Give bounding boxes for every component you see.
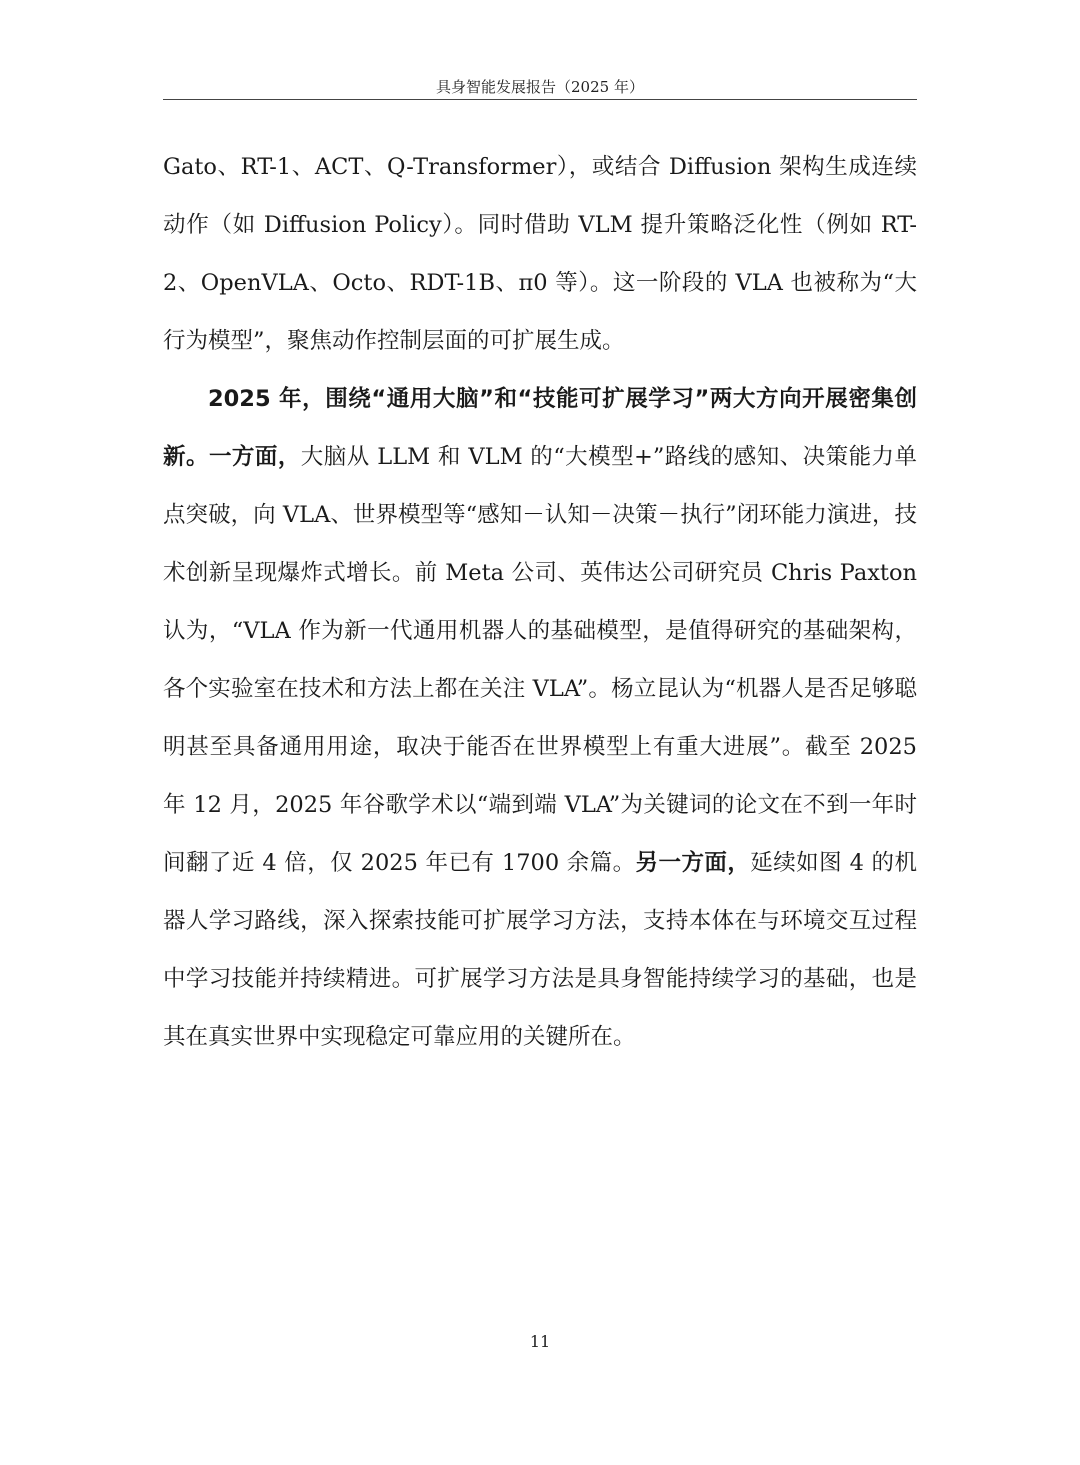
paragraph-1: Gato、RT-1、ACT、Q-Transformer），或结合 Diffusion 架构生成连续动作（如 Diffusion Policy）。同时借助 VLM 提升策略泛化性（例如 RT-2、OpenVLA、Octo、RDT-1B、π0 等）。这一阶段的 VLA 也被称为“大行为模型”，聚焦动作控制层面的可扩展生成。 [163,154,917,354]
paragraph-2-second-text: 延续如图 4 的机器人学习路线，深入探索技能可扩展学习方法，支持本体在与环境交互过程中学习技能并持续精进。可扩展学习方法是具身智能持续学习的基础，也是其在真实世界中实现稳定可靠应用的关键所在。 [163,850,917,1050]
paragraph-2-lead: 2025 年，围绕“通用大脑”和“技能可扩展学习”两大方向开展密集创新。 [163,386,917,470]
page-number: 11 [529,1332,551,1351]
body-text [163,138,917,1066]
paragraph-2 [163,370,917,1066]
page-header: 具身智能发展报告（2025 年） [436,78,644,96]
paragraph-2-second-heading: 另一方面， [635,850,751,876]
header-divider [163,99,917,100]
paragraph-2-first-heading: 一方面， [208,444,301,470]
paragraph-2-first-text: 大脑从 LLM 和 VLM 的“大模型+”路线的感知、决策能力单点突破，向 VLA、世界模型等“感知－认知－决策－执行”闭环能力演进，技术创新呈现爆炸式增长。前 Meta 公司、英伟达公司研究员 Chris Paxton 认为，“VLA 作为新一代通用机器人的基础模型，是值得研究的基础架构，各个实验室在技术和方法上都在关注 VLA”。杨立昆认为“机器人是否足够聪明甚至具备通用用途，取决于能否在世界模型上有重大进展”。截至 2025 年 12 月，2025 年谷歌学术以“端到端 VLA”为关键词的论文在不到一年时间翻了近 4 倍，仅 2025 年已有 1700 余篇。 [163,444,917,876]
